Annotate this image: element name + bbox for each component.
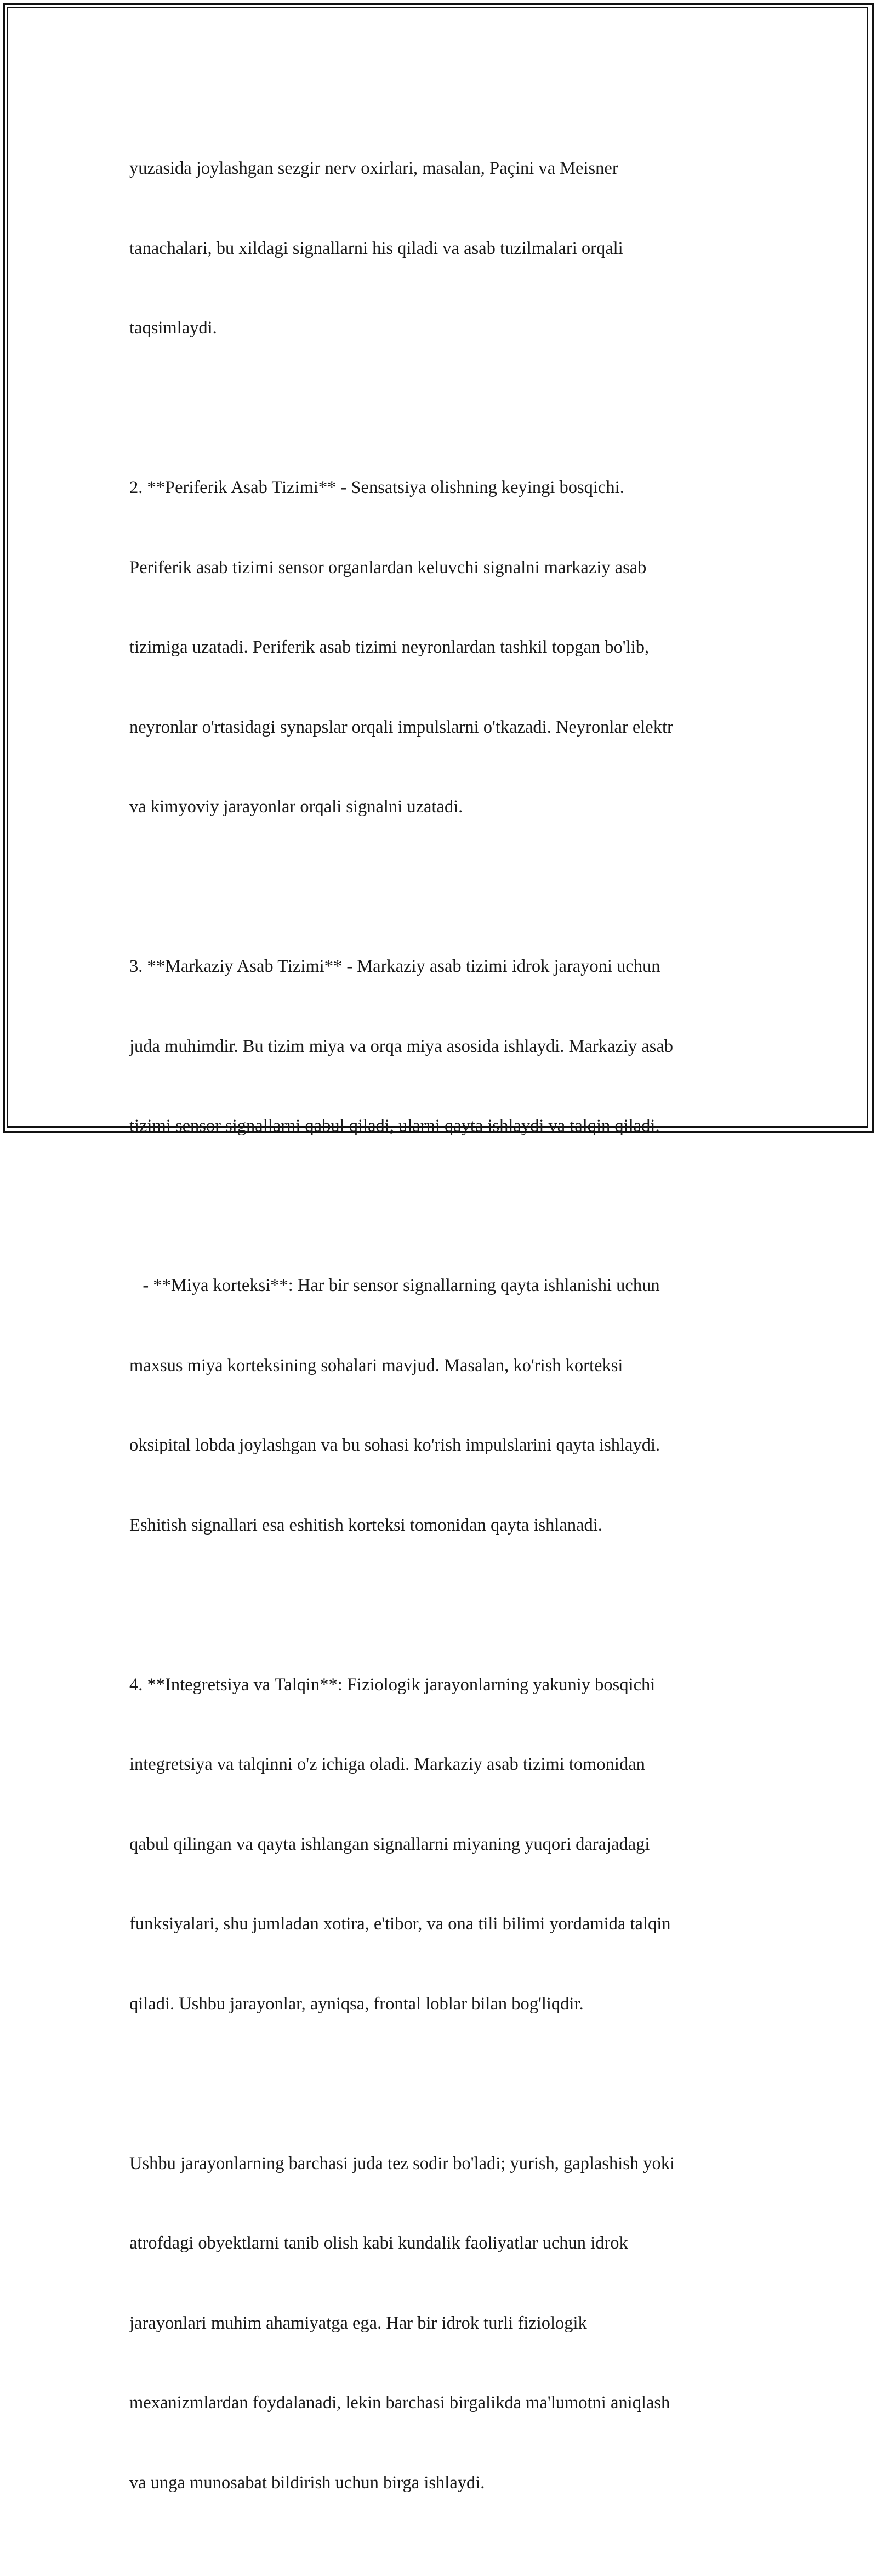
text-line: va kimyoviy jarayonlar orqali signalni uzatadi. [129, 797, 463, 817]
paragraph-conclusion [129, 2097, 754, 2550]
paragraph-integration-interpretation [129, 1618, 754, 2071]
text-line: taqsimlaydi. [129, 318, 217, 338]
text-line: yuzasida joylashgan sezgir nerv oxirlari, masalan, Paçini va Meisner [129, 158, 618, 178]
text-line: tizimiga uzatadi. Periferik asab tizimi neyronlardan tashkil topgan bo'lib, [129, 637, 650, 657]
paragraph-brain-cortex [129, 1219, 754, 1592]
text-line: maxsus miya korteksining sohalari mavjud. Masalan, ko'rish korteksi [129, 1355, 623, 1375]
text-line: 2. **Periferik Asab Tizimi** - Sensatsiya olishning keyingi bosqichi. [129, 478, 624, 497]
text-line: 3. **Markaziy Asab Tizimi** - Markaziy asab tizimi idrok jarayoni uchun [129, 956, 660, 976]
text-line: va unga munosabat bildirish uchun birga ishlaydi. [129, 2472, 485, 2493]
text-line: integretsiya va talqinni o'z ichiga oladi. Markaziy asab tizimi tomonidan [129, 1754, 645, 1774]
paragraph-sensory-receptors [129, 102, 754, 395]
text-line: Eshitish signallari esa eshitish korteksi tomonidan qayta ishlanadi. [129, 1515, 602, 1535]
text-line: funksiyalari, shu jumladan xotira, e'tibor, va ona tili bilimi yordamida talqin [129, 1914, 671, 1934]
text-line: mexanizmlardan foydalanadi, lekin barchasi birgalikda ma'lumotni aniqlash [129, 2393, 670, 2413]
text-line: jarayonlari muhim ahamiyatga ega. Har bir idrok turli fiziologik [129, 2313, 587, 2333]
text-line: juda muhimdir. Bu tizim miya va orqa miya asosida ishlaydi. Markaziy asab [129, 1036, 673, 1056]
text-line: qabul qilingan va qayta ishlangan signallarni miyaning yuqori darajadagi [129, 1834, 650, 1854]
text-line: neyronlar o'rtasidagi synapslar orqali impulslarni o'tkazadi. Neyronlar elektr [129, 717, 673, 737]
text-line: Ushbu jarayonlarning barchasi juda tez sodir bo'ladi; yurish, gaplashish yoki [129, 2153, 675, 2173]
text-line: atrofdagi obyektlarni tanib olish kabi kundalik faoliyatlar uchun idrok [129, 2233, 628, 2253]
text-line: oksipital lobda joylashgan va bu sohasi ko'rish impulslarini qayta ishlaydi. [129, 1435, 660, 1455]
text-line: qiladi. Ushbu jarayonlar, ayniqsa, frontal loblar bilan bog'liqdir. [129, 1994, 584, 2014]
text-line: Periferik asab tizimi sensor organlardan keluvchi signalni markaziy asab [129, 557, 647, 578]
paragraph-central-nervous-system [129, 900, 754, 1193]
text-line: tizimi sensor signallarni qabul qiladi, ularni qayta ishlaydi va talqin qiladi. [129, 1116, 660, 1136]
document-body [129, 102, 754, 2576]
text-line: 4. **Integretsiya va Talqin**: Fiziologik jarayonlarning yakuniy bosqichi [129, 1674, 656, 1695]
text-line: tanachalari, bu xildagi signallarni his qiladi va asab tuzilmalari orqali [129, 238, 623, 258]
text-line: - **Miya korteksi**: Har bir sensor signallarning qayta ishlanishi uchun [129, 1276, 660, 1295]
paragraph-peripheral-nervous-system [129, 421, 754, 874]
